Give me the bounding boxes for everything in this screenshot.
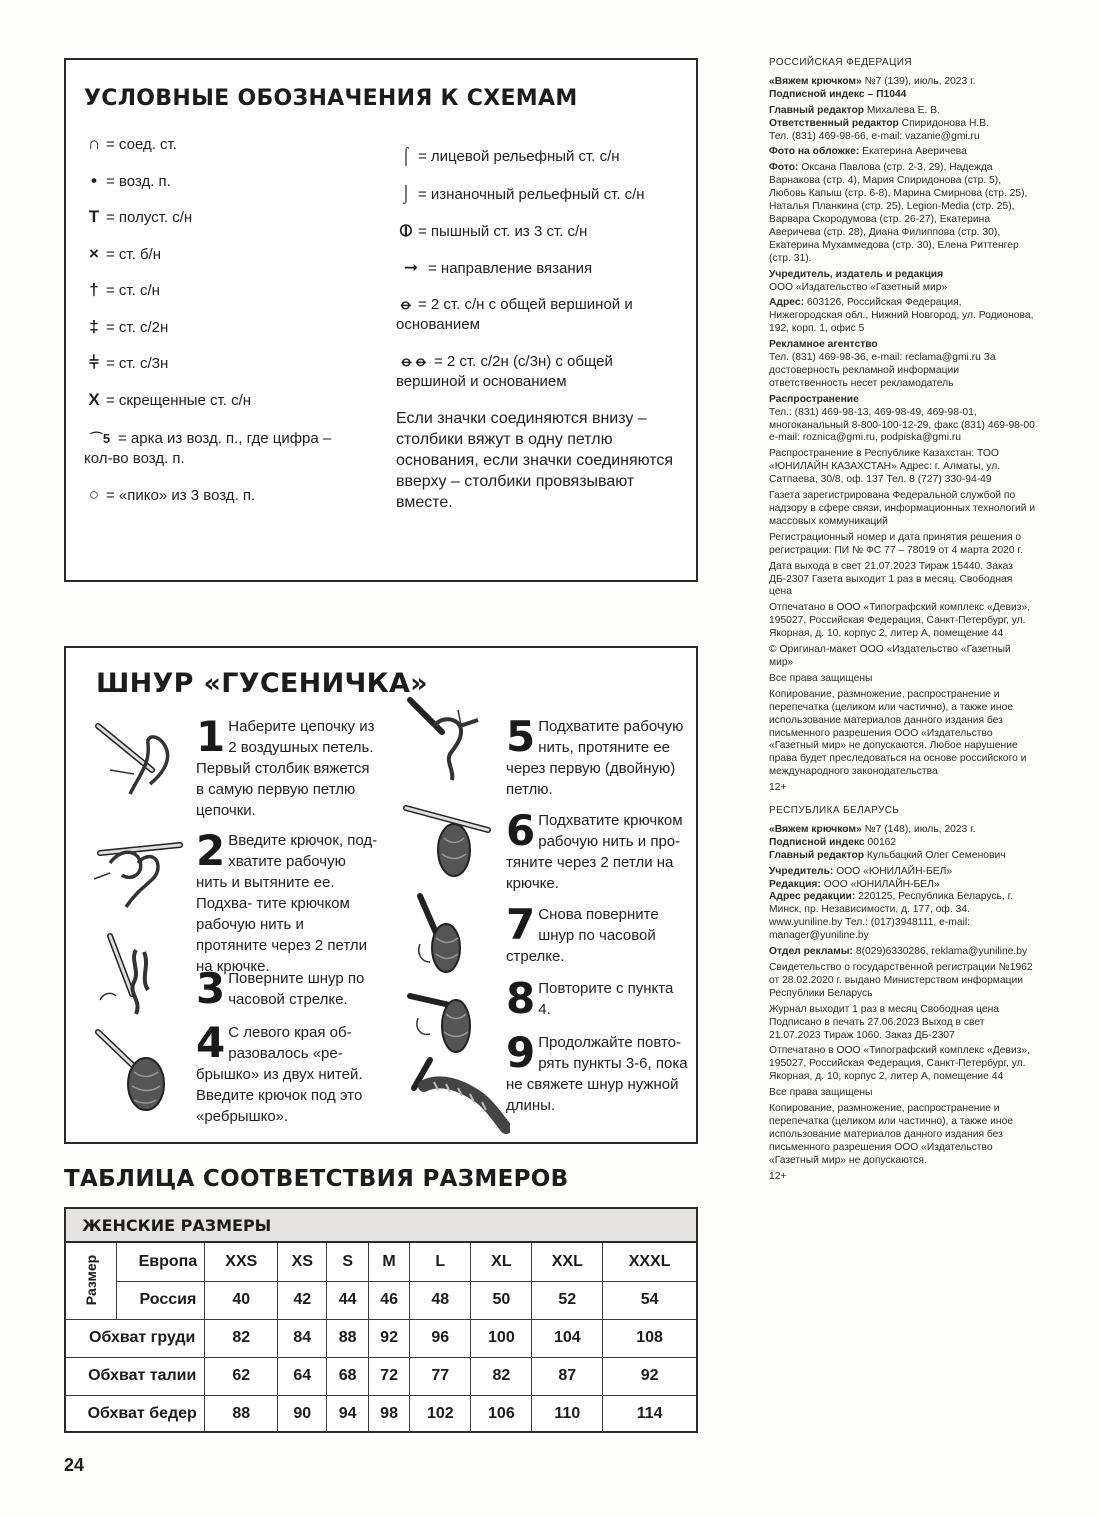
table-cell: XL: [471, 1243, 532, 1281]
imprint-ru-issue: «Вяжем крючком» №7 (139), июль, 2023 г. Подписной индекс – П1044: [769, 75, 976, 100]
table-cell: 50: [471, 1281, 532, 1319]
table-cell: 96: [410, 1319, 471, 1357]
legend-item: ‡ = ст. с/2н: [84, 317, 168, 338]
imprint-ru-founder: Учредитель, издатель и редакция ООО «Издательство «Газетный мир»: [769, 268, 948, 293]
triple-dagger-icon: ⫩: [89, 353, 99, 372]
table-cell: 84: [278, 1319, 327, 1357]
table-cell: 110: [532, 1395, 603, 1433]
table-cell: 82: [205, 1319, 278, 1357]
legend-title: УСЛОВНЫЕ ОБОЗНАЧЕНИЯ К СХЕМАМ: [84, 86, 578, 111]
cord-title: ШНУР «ГУСЕНИЧКА»: [96, 668, 428, 699]
imprint-ru-address: Адрес: 603126, Российская Федерация, Нижегородская обл., Нижний Новгород, ул. Родионова, 192, корп. 1, офис 5: [769, 297, 1034, 335]
imprint-by-copyright: Копирование, размножение, распространение и перепечатка (целиком или частично), а также иное использование материалов данного издания без письменного разрешения ООО «Издательство «Газетный мир» не допускаются.: [769, 1103, 1014, 1166]
table-cell: 82: [471, 1357, 532, 1395]
legend-item: ⦵⦵ = 2 ст. с/2н (с/3н) с общей вершиной и основанием: [396, 351, 613, 390]
table-cell: XXS: [205, 1243, 278, 1281]
table-cell: S: [327, 1243, 368, 1281]
table-row: [66, 1319, 696, 1357]
size-row-label: Размер: [66, 1243, 117, 1319]
cord-step-4: 4 С левого края об- разовалось «ре- брышко» из двух нитей. Введите крючок под это «ребрышко».: [196, 1018, 363, 1125]
crossed-stitch-icon: X: [88, 390, 100, 409]
imprint-ru-printer: Отпечатано в ООО «Типографский комплекс «Девиз», 195027, Российская Федерация, Санкт-Петербург, ул. Якорная, д. 10, корпус 2, литер А, помещение 44: [769, 602, 1031, 640]
legend-item: ○ = «пико» из 3 возд. п.: [84, 485, 255, 506]
double-dagger-icon: ‡: [89, 317, 99, 336]
table-cell: 72: [368, 1357, 409, 1395]
arc-icon: ∩: [87, 134, 101, 153]
row-name: Обхват талии: [66, 1357, 205, 1395]
table-cell: XS: [278, 1243, 327, 1281]
table-cell: 68: [327, 1357, 368, 1395]
picot-icon: ○: [88, 485, 100, 504]
table-row: [66, 1357, 696, 1395]
table-cell: 90: [278, 1395, 327, 1433]
size-grid: [66, 1243, 696, 1433]
dagger-icon: †: [89, 280, 99, 299]
table-cell: L: [410, 1243, 471, 1281]
legend-item: • = возд. п.: [84, 171, 171, 192]
chain-arch-icon: ⌒5: [89, 431, 111, 446]
imprint-by-age: 12+: [769, 1170, 787, 1182]
table-cell: XXL: [532, 1243, 603, 1281]
imprint-ru-rights: Все права защищены: [769, 672, 873, 684]
row-name: Россия: [117, 1281, 205, 1319]
table-cell: 88: [205, 1395, 278, 1433]
table-row: [66, 1243, 696, 1281]
row-name: Европа: [117, 1243, 205, 1281]
imprint-column: [769, 57, 1037, 1187]
table-cell: 52: [532, 1281, 603, 1319]
table-cell: 42: [278, 1281, 327, 1319]
step-4-illustration: [90, 1026, 190, 1116]
table-cell: 87: [532, 1357, 603, 1395]
step-7-illustration: [400, 892, 500, 982]
table-cell: 48: [410, 1281, 471, 1319]
imprint-by-rights: Все права защищены: [769, 1087, 873, 1099]
table-cell: 114: [603, 1395, 696, 1433]
imprint-ru-cover: Фото на обложке: Екатерина Аверичева: [769, 146, 967, 158]
table-cell: 46: [368, 1281, 409, 1319]
imprint-ru-editors: Главный редактор Михалева Е. В. Ответственный редактор Спиридонова Н.В. Тел. (831) 469-98-66, e-mail: vazanie@gmi.ru: [769, 104, 989, 142]
imprint-by-ads: Отдел рекламы: 8(029)6330286, reklama@yuniline.by: [769, 946, 1028, 958]
table-cell: M: [368, 1243, 409, 1281]
imprint-ru-ads: Рекламное агентство Тел. (831) 469-98-36, e-mail: reclama@gmi.ru За достоверность рекламной информации ответственность несет рекламодатель: [769, 339, 996, 389]
imprint-ru-distribution: Распространение Тел.: (831) 469-98-13, 469-98-49, 469-98-01, многоканальный 8-800-100-12-29, факс (831) 469-98-00 e-mail: roznica@gmi.ru, podpiska@gmi.ru: [769, 393, 1035, 444]
cord-step-8: 8 Повторите с пункта 4.: [506, 974, 674, 1023]
imprint-ru-age: 12+: [769, 782, 787, 794]
step-9-illustration: [400, 1048, 510, 1138]
t-icon: T: [88, 207, 100, 226]
step-5-illustration: [400, 696, 500, 786]
imprint-by-release: Журнал выходит 1 раз в месяц Свободная цена Подписано в печать 27.06.2023 Выход в свет 21.07.2023 Тираж 1060. Заказ ДБ-2307: [769, 1003, 999, 1041]
cord-box: [64, 646, 698, 1144]
table-cell: 62: [205, 1357, 278, 1395]
imprint-ru-photo: Фото: Оксана Павлова (стр. 2-3, 29), Надежда Варнакова (стр. 4), Мария Спиридонова (стр. 5), Любовь Капыш (стр. 6-8), Марина Смирнова (стр. 25), Наталья Планкина (стр. 25), Legion-Media (стр. 25), Варвара Скородумова (стр. 26-27), Екатерина Аверичева (стр. 28), Диана Филиппова (стр. 30), Екатерина Мухаммедова (стр. 30), Елена Риттенгер (стр. 31).: [769, 162, 1028, 264]
cord-step-1: 1 Наберите цепочку из 2 воздушных петель. Первый столбик вяжется в самую первую петлю цепочки.: [196, 712, 375, 819]
table-cell: 108: [603, 1319, 696, 1357]
table-cell: 100: [471, 1319, 532, 1357]
legend-item: T = полуст. с/н: [84, 207, 192, 228]
cord-step-7: 7 Снова поверните шнур по часовой стрелке.: [506, 900, 659, 965]
imprint-by-founder: Учредитель: ООО «ЮНИЛАЙН-БЕЛ» Редакция: ООО «ЮНИЛАЙН-БЕЛ» Адрес редакции: 220125, Республика Беларусь, г. Минск, пр. Независимости, д. 177, оф. 34. www.yuniline.by Тел.: (017)3948111, e-mail: manager@yuniline.by: [769, 865, 1013, 942]
imprint-by-printer: Отпечатано в ООО «Типографский комплекс «Девиз», 195027, Российская Федерация, Санкт-Петербург, ул. Якорная, д. 10, корпус 2, литер А, помещение 44: [769, 1045, 1031, 1083]
size-table-title: ТАБЛИЦА СООТВЕТСТВИЯ РАЗМЕРОВ: [64, 1166, 569, 1192]
imprint-by-country: РЕСПУБЛИКА БЕЛАРУСЬ: [769, 805, 900, 817]
legend-item: ∩ = соед. ст.: [84, 134, 177, 155]
table-cell: 92: [368, 1319, 409, 1357]
step-1-illustration: [90, 714, 190, 804]
imprint-by-certificate: Свидетельство о государственной регистрации №1962 от 28.02.2020 г. выдано Министерством информации Республики Беларусь: [769, 962, 1033, 999]
front-post-icon: ⌠: [400, 146, 412, 165]
imprint-ru-original: © Оригинал-макет ООО «Издательство «Газетный мир»: [769, 644, 1011, 668]
cord-step-9: 9 Продолжайте повто- рять пункты 3-6, пока не свяжете шнур нужной длины.: [506, 1028, 688, 1114]
table-cell: 40: [205, 1281, 278, 1319]
imprint-ru-reg-number: Регистрационный номер и дата принятия решения о регистрации: ПИ № ФС 77 – 78019 от 4 марта 2020 г.: [769, 531, 1023, 556]
legend-item: ⌒5 = арка из возд. п., где цифра – кол-во возд. п.: [84, 430, 332, 467]
step-2-illustration: [86, 823, 186, 913]
row-name: Обхват бедер: [66, 1395, 205, 1433]
table-cell: XXXL: [603, 1243, 696, 1281]
arrow-icon: ➞: [403, 258, 419, 277]
puff-icon: ⦶: [399, 221, 413, 240]
legend-item: X = скрещенные ст. с/н: [84, 390, 251, 411]
size-section-title: ЖЕНСКИЕ РАЗМЕРЫ: [66, 1209, 696, 1243]
page-number: 24: [64, 1455, 85, 1475]
cord-step-2: 2 Введите крючок, под- хватите рабочую нить и вытяните ее. Подхва- тите крючком рабочую нить и протяните через 2 петли на крючке.: [196, 826, 378, 975]
cross-icon: ×: [89, 244, 99, 263]
table-row: [66, 1281, 696, 1319]
legend-item: ⦵ = 2 ст. с/н с общей вершиной и основанием: [396, 294, 633, 333]
table-cell: 44: [327, 1281, 368, 1319]
legend-item: ➞ = направление вязания: [396, 258, 592, 279]
legend-note: Если значки соединяются внизу – столбики вяжут в одну петлю основания, если значки соединяются вверху – столбики провязывают вместе.: [396, 410, 674, 511]
legend-item: ⌠ = лицевой рельефный ст. с/н: [396, 146, 620, 167]
table-cell: 64: [278, 1357, 327, 1395]
cord-step-6: 6 Подхватите крючком рабочую нить и про- тяните через 2 петли на крючке.: [506, 806, 683, 892]
row-name: Обхват груди: [66, 1319, 205, 1357]
imprint-ru-country: РОССИЙСКАЯ ФЕДЕРАЦИЯ: [769, 57, 912, 68]
table-cell: 88: [327, 1319, 368, 1357]
legend-box: [64, 58, 698, 582]
step-3-illustration: [90, 930, 190, 1020]
cord-step-5: 5 Подхватите рабочую нить, протяните ее через первую (двойную) петлю.: [506, 712, 684, 798]
size-table: [64, 1207, 698, 1433]
legend-item: ⫩ = ст. с/3н: [84, 353, 168, 374]
imprint-ru-kz: Распространение в Республике Казахстан: ТОО «ЮНИЛАЙН КАЗАХСТАН» Адрес: г. Алматы, ул. Сатпаева, 30/8, оф. 137 Тел. 8 (727) 330-94-49: [769, 448, 1001, 486]
table-cell: 54: [603, 1281, 696, 1319]
cluster-icon: ⦵: [398, 294, 414, 313]
table-cell: 102: [410, 1395, 471, 1433]
legend-item: † = ст. с/н: [84, 280, 160, 301]
table-cell: 98: [368, 1395, 409, 1433]
back-post-icon: ⌡: [400, 184, 412, 203]
imprint-ru-release: Дата выхода в свет 21.07.2023 Тираж 15440. Заказ ДБ-2307 Газета выходит 1 раз в месяц. Свободная цена: [769, 560, 1014, 598]
table-cell: 77: [410, 1357, 471, 1395]
imprint-ru-registration: Газета зарегистрирована Федеральной службой по надзору в сфере связи, информационных технологий и массовых коммуникаций: [769, 490, 1036, 527]
legend-item: ⦶ = пышный ст. из 3 ст. с/н: [396, 221, 587, 242]
table-cell: 94: [327, 1395, 368, 1433]
cord-step-3: 3 Поверните шнур по часовой стрелке.: [196, 964, 365, 1013]
table-cell: 104: [532, 1319, 603, 1357]
table-row: [66, 1395, 696, 1433]
double-cluster-icon: ⦵⦵: [399, 351, 429, 370]
imprint-by-issue: «Вяжем крючком» №7 (148), июль, 2023 г. Подписной индекс 00162 Главный редактор Кульбацкий Олег Семенович: [769, 823, 1006, 861]
table-cell: 106: [471, 1395, 532, 1433]
dot-icon: •: [91, 171, 97, 190]
table-cell: 92: [603, 1357, 696, 1395]
legend-item: ⌡ = изнаночный рельефный ст. с/н: [396, 184, 645, 205]
imprint-ru-copyright: Копирование, размножение, распространение и перепечатка (целиком или частично), а также иное использование материалов данного издания без письменного разрешения ООО «Издательство «Газетный мир» не допускаются. Любое нарушение права будет преследоваться на основе российского и международного законодательства: [769, 688, 1027, 778]
legend-item: × = ст. б/н: [84, 244, 161, 265]
step-6-illustration: [400, 798, 500, 888]
